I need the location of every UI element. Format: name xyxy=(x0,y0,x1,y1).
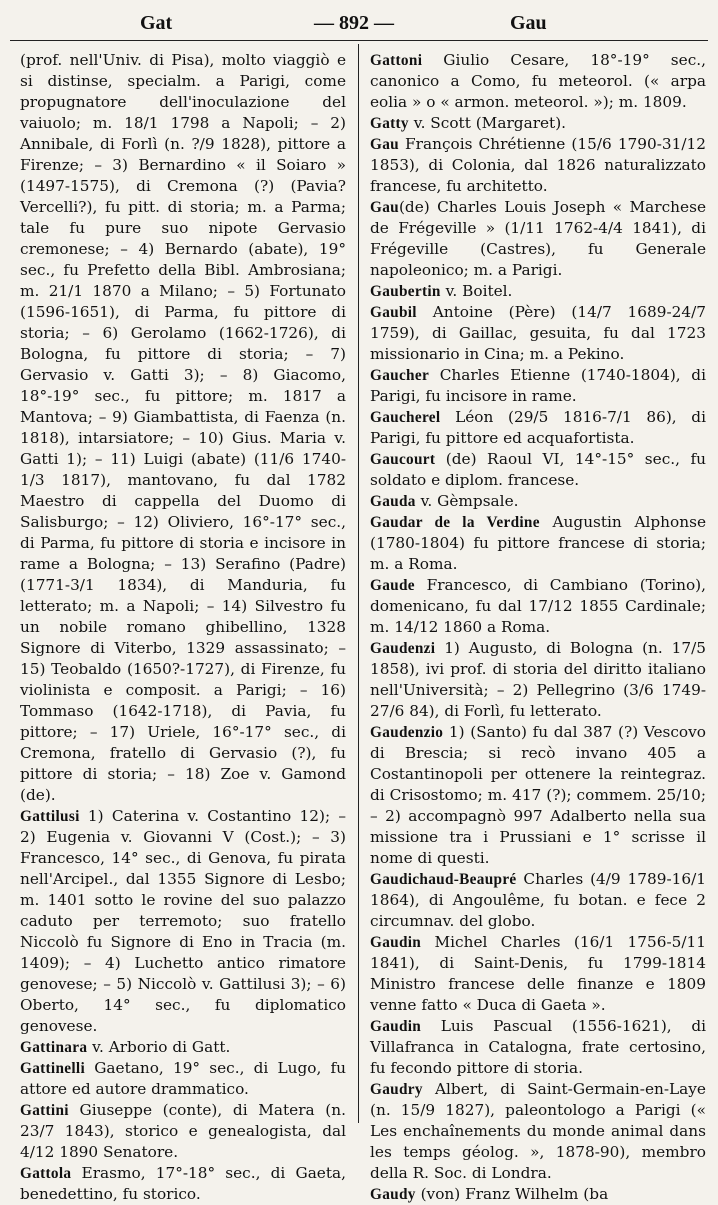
entry-text: Augustin Alphonse (1780-1804) fu pittore francese di storia; m. a Roma. xyxy=(370,513,707,573)
entry-headword: Gattola xyxy=(20,1165,72,1182)
entry xyxy=(20,1037,346,1058)
entry-headword: Gattilusi xyxy=(20,808,80,825)
entry xyxy=(370,932,706,1016)
entry-headword: Gattinelli xyxy=(20,1060,86,1077)
entry-headword: Gau xyxy=(370,199,399,216)
entry xyxy=(20,806,346,1037)
entry-headword: Gaucherel xyxy=(370,409,441,426)
entry-text: v. Gèmpsale. xyxy=(415,492,519,510)
header-left-guideword: Gat xyxy=(140,12,173,34)
entry-headword: Gattini xyxy=(20,1102,69,1119)
entry xyxy=(20,1163,346,1205)
entry-headword: Gaucher xyxy=(370,367,430,384)
entry-text: Charles (4/9 1789-16/1 1864), di Angoulême, fu botan. e fece 2 circumnav. del globo. xyxy=(370,870,706,930)
left-column xyxy=(20,50,346,1205)
entry-text: Charles Etienne (1740-1804), di Parigi, fu incisore in rame. xyxy=(370,366,706,405)
entry-headword: Gaucourt xyxy=(370,451,436,468)
entry xyxy=(370,638,706,722)
page-header xyxy=(0,6,718,40)
entry-text: Giulio Cesare, 18°-19° sec., canonico a Como, fu meteorol. (« arpa eolia » o « armon. meteorol. »); m. 1809. xyxy=(370,51,706,111)
entry-headword: Gaudenzi xyxy=(370,640,436,657)
right-column xyxy=(370,50,706,1205)
entry-text: 1) Augusto, di Bologna (n. 17/5 1858), ivi prof. di storia del diritto italiano nell'Università; – 2) Pellegrino (3/6 1749-27/6 84), di Forlì, fu letterato. xyxy=(370,639,706,720)
entry xyxy=(370,1079,706,1184)
entry xyxy=(370,869,706,932)
entry xyxy=(370,575,706,638)
entry-headword: Gaubertin xyxy=(370,283,441,300)
entry-text: (prof. nell'Univ. di Pisa), molto viaggiò e si distinse, specialm. a Parigi, come propugnatore dell'inoculazione del vaiuolo; m. 18/1 1798 a Napoli; – 2) Annibale, di Forlì (n. ?/9 1828), pittore a Firenze; – 3) Bernardino « il Soiaro » (1497-1575), di Cremona (?) (Pavia? Vercelli?), fu pitt. di storia; m. a Parma; tale fu pure suo nipote Gervasio cremonese; – 4) Bernardo (abate), 19° sec., fu Prefetto della Bibl. Ambrosiana; m. 21/1 1870 a Milano; – 5) Fortunato (1596-1651), di Parma, fu pittore di storia; – 6) Gerolamo (1662-1726), di Bologna, fu pittore di storia; – 7) Gervasio v. Gatti 3); – 8) Giacomo, 18°-19° sec., fu pittore; m. 1817 a Mantova; – 9) Giambattista, di Faenza (n. 1818), intarsiatore; – 10) Gius. Maria v. Gatti 1); – 11) Luigi (abate) (11/6 1740-1/3 1817), mantovano, fu dal 1782 Maestro di cappella del Duomo di Salisburgo; – 12) Oliviero, 16°-17° sec., di Parma, fu pittore di storia e incisore in rame a Bologna; – 13) Serafino (Padre) (1771-3/1 1834), di Manduria, fu letterato; m. a Napoli; – 14) Silvestro fu un nobile romano ghibellino, 1328 Signore di Viterbo, 1329 assassinato; – 15) Teobaldo (1650?-1727), di Firenze, fu violinista e composit. a Parigi; – 16) Tommaso (1642-1718), di Pavia, fu pittore; – 17) Uriele, 16°-17° sec., di Cremona, fratello di Gervasio (?), fu pittore di storia; – 18) Zoe v. Gamond (de). xyxy=(20,51,346,804)
entry-text: (de) Raoul VI, 14°-15° sec., fu soldato e diplom. francese. xyxy=(370,450,706,489)
entry xyxy=(370,50,706,113)
entry-headword: Gaude xyxy=(370,577,415,594)
entry-text: Michel Charles (16/1 1756-5/11 1841), di Saint-Denis, fu 1799-1814 Ministro francese delle finanze e 1809 venne fatto « Duca di Gaeta ». xyxy=(370,933,706,1014)
entry xyxy=(20,50,346,806)
entry-headword: Gaudin xyxy=(370,1018,422,1035)
entry xyxy=(370,197,706,281)
entry-text: Francesco, di Cambiano (Torino), domenicano, fu dal 17/12 1855 Cardinale; m. 14/12 1860 a Roma. xyxy=(370,576,706,636)
entry-text: v. Boitel. xyxy=(440,282,513,300)
entry-text: v. Scott (Margaret). xyxy=(408,114,567,132)
entry xyxy=(370,512,706,575)
entry-headword: Gatty xyxy=(370,115,409,132)
entry-headword: Gaudin xyxy=(370,934,422,951)
column-divider xyxy=(358,44,359,1123)
entry xyxy=(370,1184,706,1205)
entry xyxy=(370,113,706,134)
entry xyxy=(20,1100,346,1163)
entry-text: Luis Pascual (1556-1621), di Villafranca in Catalogna, frate certosino, fu fecondo pittore di storia. xyxy=(370,1017,706,1077)
entry xyxy=(370,407,706,449)
entry xyxy=(370,134,706,197)
entry-headword: Gaudar de la Verdine xyxy=(370,514,540,531)
entry-text: François Chrétienne (15/6 1790-31/12 1853), di Colonia, dal 1826 naturalizzato francese, fu architetto. xyxy=(370,135,706,195)
entry xyxy=(370,491,706,512)
entry-text: Albert, di Saint-Germain-en-Laye (n. 15/9 1827), paleontologo a Parigi (« Les enchaînements du monde animal dans les temps géolog. », 1878-90), membro della R. Soc. di Londra. xyxy=(370,1080,706,1182)
entry-headword: Gauda xyxy=(370,493,416,510)
entry xyxy=(370,722,706,869)
entry-text: v. Arborio di Gatt. xyxy=(87,1038,231,1056)
entry-text: Léon (29/5 1816-7/1 86), di Parigi, fu pittore ed acquafortista. xyxy=(370,408,706,447)
entry xyxy=(370,302,706,365)
entry-headword: Gaudenzio xyxy=(370,724,444,741)
header-right-guideword: Gau xyxy=(510,12,547,34)
entry xyxy=(370,365,706,407)
entry-text: (von) Franz Wilhelm (ba xyxy=(415,1185,609,1203)
entry-text: Antoine (Père) (14/7 1689-24/7 1759), di Gaillac, gesuita, fu dal 1723 missionario in Cina; m. a Pekino. xyxy=(370,303,706,363)
entry-text: 1) Caterina v. Costantino 12); – 2) Eugenia v. Giovanni V (Cost.); – 3) Francesco, 14° sec., di Genova, fu pirata nell'Arcipel., dal 1355 Signore di Lesbo; m. 1401 sotto le rovine del suo palazzo caduto per terremoto; suo fratello Niccolò fu Signore di Eno in Tracia (m. 1409); – 4) Luchetto antico rimatore genovese; – 5) Niccolò v. Gattilusi 3); – 6) Oberto, 14° sec., fu diplomatico genovese. xyxy=(20,807,346,1035)
entry-text: Gaetano, 19° sec., di Lugo, fu attore ed autore drammatico. xyxy=(20,1059,346,1098)
entry xyxy=(20,1058,346,1100)
entry-text: Giuseppe (conte), di Matera (n. 23/7 1843), storico e genealogista, dal 4/12 1890 Senatore. xyxy=(20,1101,346,1161)
entry-headword: Gaudy xyxy=(370,1186,416,1203)
entry-text: (de) Charles Louis Joseph « Marchese de Frégeville » (1/11 1762-4/4 1841), di Frégeville (Castres), fu Generale napoleonico; m. a Parigi. xyxy=(370,198,706,279)
header-rule xyxy=(10,40,708,41)
entry xyxy=(370,1016,706,1079)
entry xyxy=(370,449,706,491)
entry-headword: Gaudry xyxy=(370,1081,423,1098)
entry-headword: Gaudichaud-Beaupré xyxy=(370,871,517,888)
entry-headword: Gaubil xyxy=(370,304,417,321)
entry-headword: Gattoni xyxy=(370,52,423,69)
entry-headword: Gau xyxy=(370,136,399,153)
page-number: — 892 — xyxy=(314,12,394,34)
entry-text: 1) (Santo) fu dal 387 (?) Vescovo di Brescia; si recò invano 405 a Costantinopoli per ottenere la reintegraz. di Crisostomo; m. 417 (?); commem. 25/10; – 2) accompagnò 997 Adalberto nella sua missione tra i Prussiani e 1° scrisse il nome di questi. xyxy=(370,723,706,867)
entry xyxy=(370,281,706,302)
entry-headword: Gattinara xyxy=(20,1039,88,1056)
entry-text: Erasmo, 17°-18° sec., di Gaeta, benedettino, fu storico. xyxy=(20,1164,346,1203)
